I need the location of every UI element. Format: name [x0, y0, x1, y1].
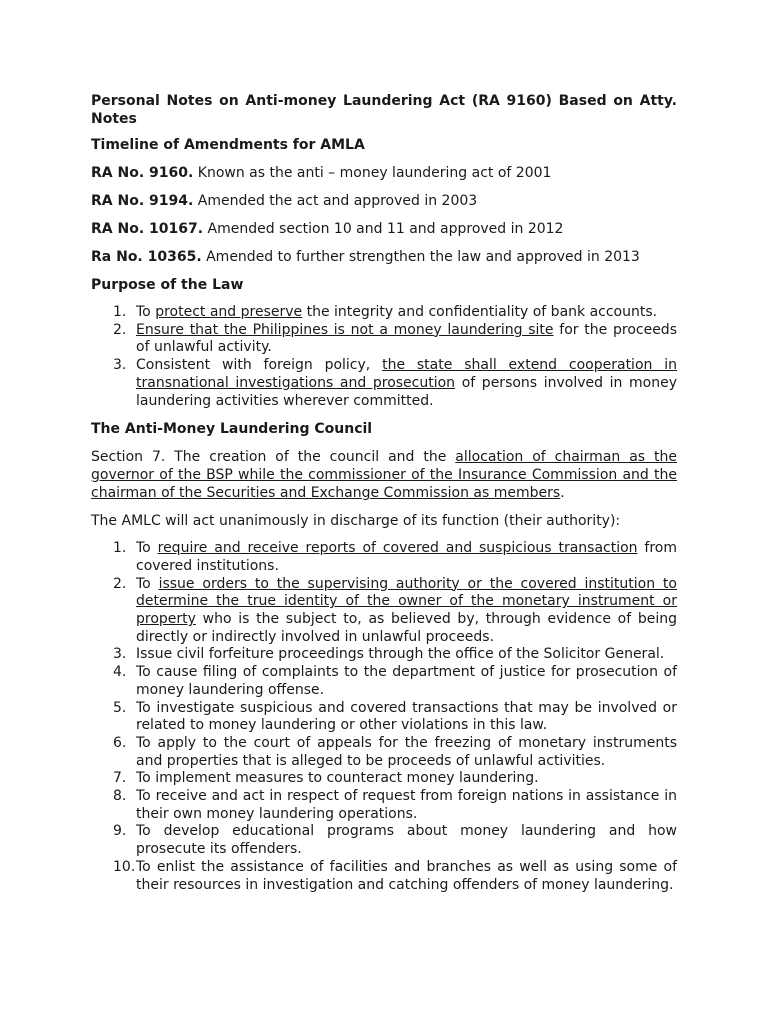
list-underlined-text: require and receive reports of covered and suspicious transaction	[157, 540, 638, 557]
act-number: RA No. 10167.	[91, 221, 204, 237]
act-description: Amended the act and approved in 2003	[193, 193, 478, 209]
section-7-end: .	[560, 485, 565, 502]
list-underlined-text: Ensure that the Philippines is not a money laundering site	[136, 321, 554, 338]
list-item	[91, 664, 677, 699]
list-text-end: the integrity and confidentiality of bank accounts.	[302, 304, 658, 320]
list-underlined-text: issue orders to the supervising authority or the covered institution to determine the true identity of the owner of the monetary instrument or property	[136, 575, 677, 628]
timeline-heading: Timeline of Amendments for AMLA	[91, 137, 365, 153]
list-number: 3.	[113, 646, 127, 663]
list-text: Consistent with foreign policy,	[136, 357, 383, 374]
purpose-list	[91, 304, 677, 410]
amlc-functions-list	[91, 540, 677, 894]
list-item	[91, 357, 677, 410]
list-number: 9.	[113, 823, 127, 840]
document-page	[91, 92, 677, 904]
timeline-item	[91, 164, 677, 182]
list-item	[91, 735, 677, 770]
list-number: 2.	[113, 575, 127, 592]
list-number: 5.	[113, 699, 127, 716]
list-text: To apply to the court of appeals for the freezing of monetary instruments and properties that is alleged to be proceeds of unlawful activities.	[136, 734, 677, 769]
list-number: 3.	[113, 357, 127, 374]
list-item	[91, 700, 677, 735]
list-item	[91, 322, 677, 357]
list-number: 1.	[113, 304, 127, 320]
act-number: Ra No. 10365.	[91, 249, 202, 265]
list-number: 2.	[113, 321, 127, 338]
list-text-end: of persons involved in money laundering activities wherever committed.	[136, 374, 677, 409]
list-text-end: for the proceeds of unlawful activity.	[136, 321, 677, 356]
timeline-item	[91, 248, 677, 266]
list-item	[91, 576, 677, 647]
act-description: Amended section 10 and 11 and approved in 2012	[203, 221, 564, 237]
list-text: To enlist the assistance of facilities and branches as well as using some of their resources in investigation and catching offenders of money laundering.	[136, 858, 677, 893]
list-text: Issue civil forfeiture proceedings through the office of the Solicitor General.	[136, 646, 665, 663]
amlc-intro: The AMLC will act unanimously in discharge of its function (their authority):	[91, 513, 621, 530]
act-description: Known as the anti – money laundering act of 2001	[193, 165, 552, 181]
list-text-end: from covered institutions.	[136, 540, 678, 574]
list-item	[91, 646, 677, 664]
list-number: 6.	[113, 734, 127, 751]
purpose-heading: Purpose of the Law	[91, 277, 244, 293]
section-7-paragraph	[91, 448, 677, 502]
timeline-item	[91, 220, 677, 238]
list-item	[91, 859, 677, 894]
list-underlined-text: protect and preserve	[155, 304, 303, 320]
list-text: To develop educational programs about money laundering and how prosecute its offenders.	[136, 823, 677, 858]
act-number: RA No. 9194.	[91, 193, 194, 209]
timeline-list	[91, 164, 677, 266]
list-number: 1.	[113, 540, 127, 557]
council-heading: The Anti-Money Laundering Council	[91, 421, 373, 438]
list-text: To receive and act in respect of request from foreign nations in assistance in their own money laundering operations.	[136, 788, 677, 822]
list-number: 4.	[113, 664, 127, 681]
list-number: 8.	[113, 788, 127, 805]
list-text-end: who is the subject to, as believed by, through evidence of being directly or indirectly involved in unlawful proceeds.	[136, 611, 677, 645]
list-text: To implement measures to counteract money laundering.	[136, 770, 539, 787]
section-7-text: Section 7. The creation of the council and the	[91, 449, 456, 466]
list-underlined-text: the state shall extend cooperation in transnational investigations and prosecution	[136, 357, 677, 391]
list-text: To	[136, 540, 158, 557]
section-7-underlined: allocation of chairman as the governor of the BSP while the commissioner of the Insurance Commission and the chairman of the Securities and Exchange Commission as members	[91, 449, 677, 502]
act-number: RA No. 9160.	[91, 165, 194, 181]
document-title: Personal Notes on Anti-money Laundering Act (RA 9160) Based on Atty. Notes	[91, 93, 677, 127]
list-item	[91, 304, 677, 322]
list-item	[91, 788, 677, 823]
timeline-item	[91, 192, 677, 210]
list-item	[91, 823, 677, 858]
list-number: 7.	[113, 770, 127, 787]
list-text: To investigate suspicious and covered transactions that may be involved or related to money laundering or other violations in this law.	[136, 699, 677, 734]
list-item	[91, 770, 677, 788]
act-description: Amended to further strengthen the law and approved in 2013	[201, 249, 640, 265]
list-item	[91, 540, 677, 575]
list-text: To	[136, 304, 156, 320]
list-text: To cause filing of complaints to the department of justice for prosecution of money laundering offense.	[136, 664, 677, 698]
list-number: 10.	[113, 858, 136, 875]
list-text: To	[136, 575, 159, 592]
